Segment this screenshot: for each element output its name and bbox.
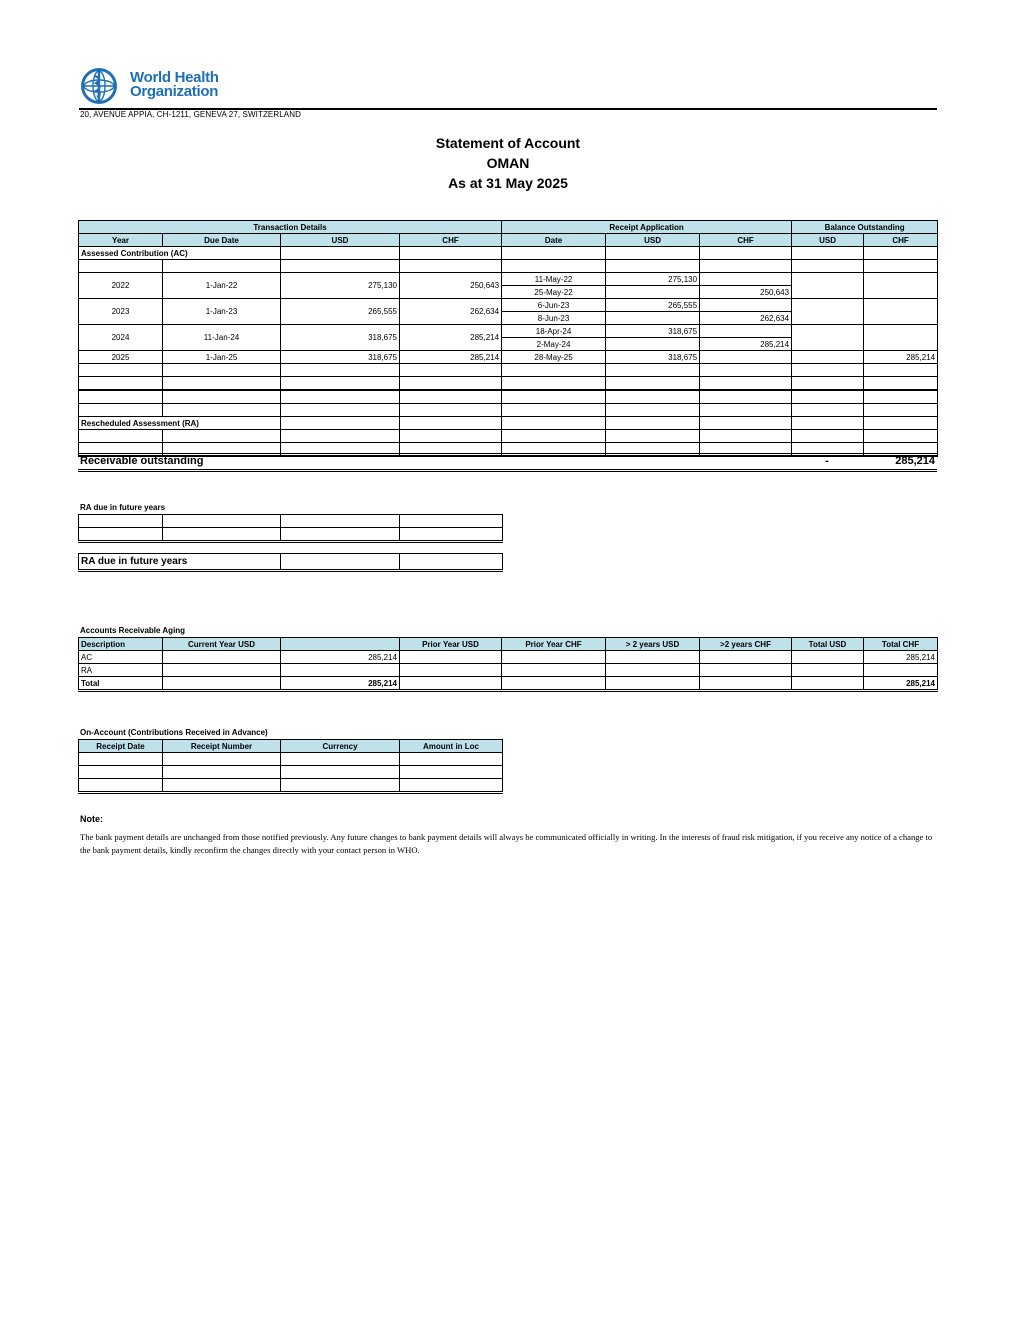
aging-cell bbox=[792, 651, 864, 664]
table-row bbox=[79, 299, 938, 312]
receipt-chf-cell: 262,634 bbox=[700, 312, 792, 325]
balance-usd-cell bbox=[792, 273, 864, 299]
on-account-table bbox=[78, 739, 503, 794]
year-cell: 2023 bbox=[79, 299, 163, 325]
receipt-usd-cell: 275,130 bbox=[606, 273, 700, 286]
balance-chf-cell bbox=[864, 325, 938, 351]
chf-cell: 285,214 bbox=[400, 325, 502, 351]
chf-cell: 262,634 bbox=[400, 299, 502, 325]
usd-cell: 275,130 bbox=[281, 273, 400, 299]
col-balance-chf: CHF bbox=[864, 234, 938, 247]
receivable-label: Receivable outstanding bbox=[78, 454, 791, 471]
ra-future-row bbox=[79, 528, 503, 542]
receivable-chf: 285,214 bbox=[863, 454, 937, 471]
receipt-usd-cell bbox=[606, 286, 700, 299]
aging-cell bbox=[606, 677, 700, 691]
col-receipt-chf: CHF bbox=[700, 234, 792, 247]
col-receipt-date: Date bbox=[502, 234, 606, 247]
aging-cell bbox=[864, 664, 938, 677]
usd-cell: 318,675 bbox=[281, 351, 400, 364]
spacer-row bbox=[79, 377, 938, 391]
aging-cell bbox=[281, 664, 400, 677]
aging-col-total-usd: Total USD bbox=[792, 638, 864, 651]
note-title: Note: bbox=[80, 814, 103, 824]
note-text: The bank payment details are unchanged from those notified previously. Any future changes to bank payment details will always be communicated officially in writing. In the interests of fraud risk mitigation, if you receive any notice of a change to the bank payment details, kindly reconfirm the changes directly with your contact person in WHO. bbox=[80, 832, 933, 855]
aging-total-row bbox=[79, 677, 938, 691]
receivable-row bbox=[78, 454, 937, 471]
spacer-row bbox=[79, 430, 938, 443]
receipt-date-cell: 25-May-22 bbox=[502, 286, 606, 299]
due-date-cell: 1-Jan-22 bbox=[163, 273, 281, 299]
statement-table bbox=[78, 220, 938, 463]
chf-cell: 250,643 bbox=[400, 273, 502, 299]
receipt-usd-cell: 318,675 bbox=[606, 351, 700, 364]
balance-usd-cell bbox=[792, 299, 864, 325]
aging-cell bbox=[606, 664, 700, 677]
ra-future-row bbox=[79, 515, 503, 528]
receipt-application-header: Receipt Application bbox=[502, 221, 792, 234]
col-due-date: Due Date bbox=[163, 234, 281, 247]
aging-cell bbox=[700, 677, 792, 691]
aging-col-current-year-usd: Current Year USD bbox=[163, 638, 281, 651]
aging-col-prior-year-usd: Prior Year USD bbox=[400, 638, 502, 651]
on-account-header-row bbox=[79, 740, 503, 753]
balance-usd-cell bbox=[792, 351, 864, 364]
table-row bbox=[79, 325, 938, 338]
col-receipt-usd: USD bbox=[606, 234, 700, 247]
receipt-chf-cell bbox=[700, 299, 792, 312]
col-balance-usd: USD bbox=[792, 234, 864, 247]
aging-cell bbox=[163, 651, 281, 664]
aging-col-total-chf: Total CHF bbox=[864, 638, 938, 651]
receipt-chf-cell bbox=[700, 351, 792, 364]
who-emblem-icon bbox=[79, 66, 127, 106]
due-date-cell: 1-Jan-25 bbox=[163, 351, 281, 364]
receipt-date-cell: 11-May-22 bbox=[502, 273, 606, 286]
receipt-chf-cell bbox=[700, 273, 792, 286]
group-header-row bbox=[79, 221, 938, 234]
ra-future-total-table bbox=[78, 553, 503, 572]
on-account-row bbox=[79, 753, 503, 766]
aging-desc: Total bbox=[79, 677, 163, 691]
col-receipt-date: Receipt Date bbox=[79, 740, 163, 753]
balance-outstanding-header: Balance Outstanding bbox=[792, 221, 938, 234]
aging-cell bbox=[400, 677, 502, 691]
receipt-usd-cell: 265,555 bbox=[606, 299, 700, 312]
aging-row bbox=[79, 664, 938, 677]
who-logo bbox=[79, 66, 224, 106]
receipt-date-cell: 6-Jun-23 bbox=[502, 299, 606, 312]
logo-line-2: Organization bbox=[130, 83, 219, 100]
balance-chf-cell bbox=[864, 299, 938, 325]
aging-desc: RA bbox=[79, 664, 163, 677]
ra-future-small-label: RA due in future years bbox=[80, 503, 166, 512]
table-row bbox=[79, 351, 938, 364]
aging-col-description: Description bbox=[79, 638, 163, 651]
aging-cell bbox=[700, 651, 792, 664]
col-usd: USD bbox=[281, 234, 400, 247]
aging-cell bbox=[700, 664, 792, 677]
spacer-row bbox=[79, 390, 938, 404]
on-account-row bbox=[79, 779, 503, 793]
receipt-date-cell: 8-Jun-23 bbox=[502, 312, 606, 325]
receipt-chf-cell: 250,643 bbox=[700, 286, 792, 299]
receipt-chf-cell bbox=[700, 325, 792, 338]
due-date-cell: 11-Jan-24 bbox=[163, 325, 281, 351]
receivable-outstanding-table bbox=[78, 453, 937, 472]
balance-chf-cell: 285,214 bbox=[864, 351, 938, 364]
aging-cell bbox=[400, 651, 502, 664]
aging-cell: 285,214 bbox=[281, 651, 400, 664]
aging-cell bbox=[502, 664, 606, 677]
receipt-date-cell: 2-May-24 bbox=[502, 338, 606, 351]
aging-row bbox=[79, 651, 938, 664]
receipt-chf-cell: 285,214 bbox=[700, 338, 792, 351]
table-row bbox=[79, 273, 938, 286]
aging-cell bbox=[606, 651, 700, 664]
aging-cell bbox=[792, 677, 864, 691]
statement-title: Statement of Account bbox=[435, 135, 581, 151]
receivable-usd: - bbox=[791, 454, 863, 471]
balance-usd-cell bbox=[792, 325, 864, 351]
ra-future-table bbox=[78, 514, 503, 543]
chf-cell: 285,214 bbox=[400, 351, 502, 364]
on-account-title: On-Account (Contributions Received in Advance) bbox=[80, 728, 268, 737]
col-currency: Currency bbox=[281, 740, 400, 753]
balance-chf-cell bbox=[864, 273, 938, 299]
aging-header-row bbox=[79, 638, 938, 651]
year-cell: 2025 bbox=[79, 351, 163, 364]
address: 20, AVENUE APPIA, CH-1211, GENEVA 27, SWITZERLAND bbox=[80, 110, 301, 119]
aging-cell bbox=[163, 664, 281, 677]
logo-wordmark bbox=[130, 71, 219, 99]
ra-future-big-label: RA due in future years bbox=[79, 554, 281, 571]
aging-col-over-2-years-usd: > 2 years USD bbox=[606, 638, 700, 651]
aging-title: Accounts Receivable Aging bbox=[80, 626, 186, 635]
aging-cell: 285,214 bbox=[864, 651, 938, 664]
receipt-date-cell: 28-May-25 bbox=[502, 351, 606, 364]
aging-col-current-year-chf bbox=[281, 638, 400, 651]
receipt-usd-cell bbox=[606, 338, 700, 351]
on-account-row bbox=[79, 766, 503, 779]
aging-cell: 285,214 bbox=[281, 677, 400, 691]
aging-desc: AC bbox=[79, 651, 163, 664]
aging-table bbox=[78, 637, 938, 692]
transaction-details-header: Transaction Details bbox=[79, 221, 502, 234]
aging-col-over-2-years-chf: >2 years CHF bbox=[700, 638, 792, 651]
aging-cell bbox=[502, 677, 606, 691]
ra-future-total-row bbox=[79, 554, 503, 571]
section-ac-label: Assessed Contribution (AC) bbox=[79, 247, 281, 260]
receipt-usd-cell: 318,675 bbox=[606, 325, 700, 338]
spacer-row bbox=[79, 404, 938, 417]
spacer-row bbox=[79, 260, 938, 273]
receipt-date-cell: 18-Apr-24 bbox=[502, 325, 606, 338]
aging-cell bbox=[163, 677, 281, 691]
year-cell: 2022 bbox=[79, 273, 163, 299]
aging-col-prior-year-chf: Prior Year CHF bbox=[502, 638, 606, 651]
aging-cell bbox=[792, 664, 864, 677]
spacer-row bbox=[79, 364, 938, 377]
aging-cell bbox=[502, 651, 606, 664]
col-receipt-number: Receipt Number bbox=[163, 740, 281, 753]
section-ra-label: Rescheduled Assessment (RA) bbox=[79, 417, 281, 430]
year-cell: 2024 bbox=[79, 325, 163, 351]
logo-line-1: World Health bbox=[130, 69, 219, 86]
country-title: OMAN bbox=[486, 155, 530, 171]
section-ra-row bbox=[79, 417, 938, 430]
col-amount-in-loc: Amount in Loc bbox=[400, 740, 503, 753]
usd-cell: 265,555 bbox=[281, 299, 400, 325]
as-at-date-title: As at 31 May 2025 bbox=[448, 175, 568, 191]
receipt-usd-cell bbox=[606, 312, 700, 325]
column-header-row bbox=[79, 234, 938, 247]
col-year: Year bbox=[79, 234, 163, 247]
section-ac-row bbox=[79, 247, 938, 260]
aging-cell bbox=[400, 664, 502, 677]
due-date-cell: 1-Jan-23 bbox=[163, 299, 281, 325]
col-chf: CHF bbox=[400, 234, 502, 247]
usd-cell: 318,675 bbox=[281, 325, 400, 351]
aging-cell: 285,214 bbox=[864, 677, 938, 691]
